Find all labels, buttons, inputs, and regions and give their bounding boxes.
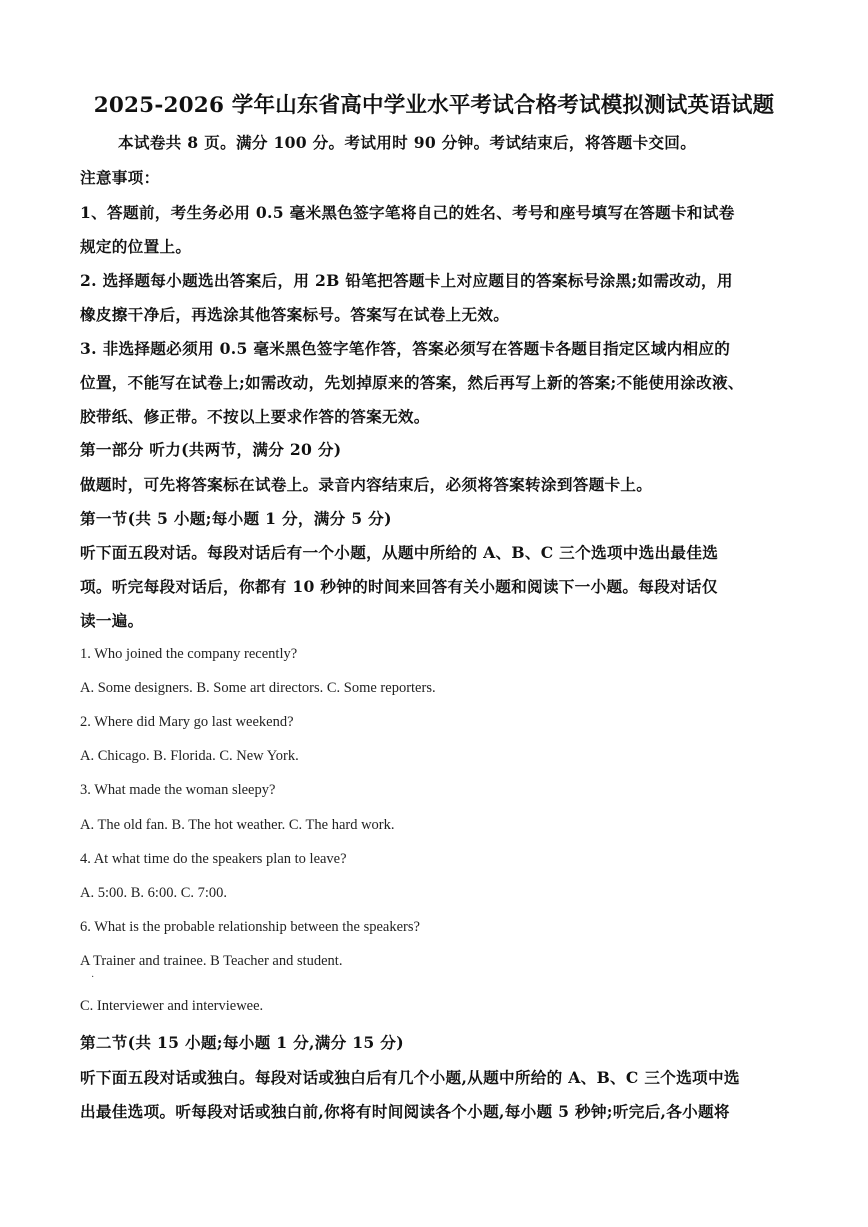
exam-title: 2025-2026 学年山东省高中学业水平考试合格考试模拟测试英语试题	[93, 93, 775, 118]
section-1-instructions-line-3: 读一遍。	[80, 611, 144, 630]
note-2-line-1: 2. 选择题每小题选出答案后，用 2B 铅笔把答题卡上对应题目的答案标号涂黑;如需改动，用	[80, 271, 733, 290]
question-4: 4. At what time do the speakers plan to leave?	[80, 851, 347, 867]
question-2: 2. Where did Mary go last weekend?	[80, 714, 294, 730]
note-2-line-2: 橡皮擦干净后，再选涂其他答案标号。答案写在试卷上无效。	[80, 305, 510, 324]
question-3: 3. What made the woman sleepy?	[80, 782, 276, 798]
question-6: 6. What is the probable relationship between the speakers?	[80, 919, 420, 935]
part-1-heading: 第一部分 听力(共两节，满分 20 分)	[80, 440, 342, 459]
section-1-heading: 第一节(共 5 小题;每小题 1 分，满分 5 分)	[80, 509, 392, 528]
question-1: 1. Who joined the company recently?	[80, 646, 298, 662]
note-3-line-1: 3. 非选择题必须用 0.5 毫米黑色签字笔作答，答案必须写在答题卡各题目指定区域内相应的	[80, 339, 731, 358]
section-2-heading: 第二节(共 15 小题;每小题 1 分,满分 15 分)	[80, 1033, 404, 1052]
exam-intro: 本试卷共 8 页。满分 100 分。考试用时 90 分钟。考试结束后，将答题卡交回。	[118, 133, 697, 152]
section-2-instructions-line-1: 听下面五段对话或独白。每段对话或独白后有几个小题,从题中所给的 A、B、C 三个选项中选	[80, 1068, 740, 1087]
section-1-instructions-line-2: 项。听完每段对话后，你都有 10 秒钟的时间来回答有关小题和阅读下一小题。每段对话仅	[80, 577, 718, 596]
question-2-options: A. Chicago. B. Florida. C. New York.	[80, 748, 299, 764]
question-3-options: A. The old fan. B. The hot weather. C. The hard work.	[80, 817, 395, 833]
note-3-line-2: 位置，不能写在试卷上;如需改动，先划掉原来的答案，然后再写上新的答案;不能使用涂改液、	[80, 373, 744, 392]
note-3-line-3: 胶带纸、修正带。不按以上要求作答的答案无效。	[80, 407, 430, 426]
section-1-instructions-line-1: 听下面五段对话。每段对话后有一个小题，从题中所给的 A、B、C 三个选项中选出最佳选	[80, 543, 719, 562]
question-6-options-line-2: C. Interviewer and interviewee.	[80, 998, 264, 1014]
note-1-line-1: 1、答题前，考生务必用 0.5 毫米黑色签字笔将自己的姓名、考号和座号填写在答题卡和试卷	[80, 203, 735, 222]
part-1-instructions: 做题时，可先将答案标在试卷上。录音内容结束后，必须将答案转涂到答题卡上。	[80, 475, 653, 494]
notes-heading: 注意事项：	[80, 168, 160, 187]
note-1-line-2: 规定的位置上。	[80, 237, 192, 256]
question-4-options: A. 5:00. B. 6:00. C. 7:00.	[80, 885, 228, 901]
question-6-options-line-1: A Trainer and trainee. B Teacher and student.	[80, 953, 343, 969]
section-2-instructions-line-2: 出最佳选项。听每段对话或独白前,你将有时间阅读各个小题,每小题 5 秒钟;听完后,各小题将	[80, 1102, 730, 1121]
stray-mark: ·	[91, 972, 95, 983]
question-1-options: A. Some designers. B. Some art directors. C. Some reporters.	[80, 680, 436, 696]
